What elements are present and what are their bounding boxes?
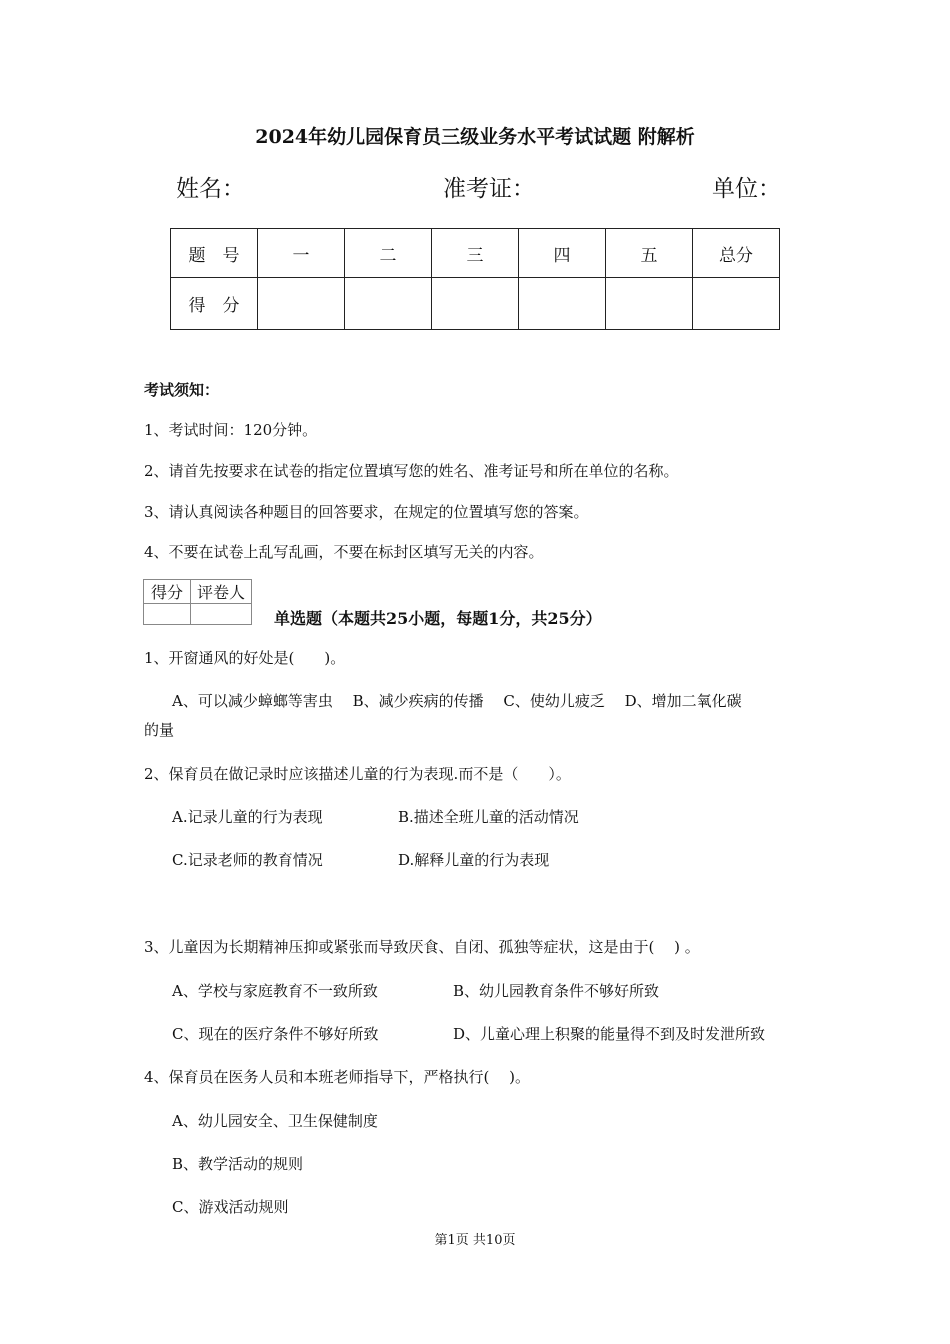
notice-item: 4、不要在试卷上乱写乱画，不要在标封区填写无关的内容。 <box>144 543 544 561</box>
question-1-options: A、可以减少蟑螂等害虫 B、减少疾病的传播 C、使幼儿疲乏 D、增加二氧化碳 <box>172 692 742 710</box>
score-cell-4 <box>519 278 606 330</box>
grader-name-cell <box>191 604 252 625</box>
question-2-option-a: A.记录儿童的行为表现 <box>172 808 323 826</box>
question-2-option-d: D.解释儿童的行为表现 <box>398 851 550 869</box>
unit-label: 单位： <box>712 176 781 202</box>
question-2-option-c: C.记录老师的教育情况 <box>172 851 323 869</box>
notice-item: 1、考试时间：120分钟。 <box>144 421 318 439</box>
exam-title: 2024年幼儿园保育员三级业务水平考试试题 附解析 <box>255 126 695 148</box>
score-cell-1 <box>258 278 345 330</box>
score-table <box>170 228 780 330</box>
score-header-1: 一 <box>258 229 345 278</box>
notice-heading: 考试须知： <box>144 381 220 399</box>
score-header-label: 题 号 <box>171 229 258 278</box>
score-cell-5 <box>606 278 693 330</box>
question-3-option-b: B、幼儿园教育条件不够好所致 <box>453 982 660 1000</box>
score-header-5: 五 <box>606 229 693 278</box>
question-4-option-c: C、游戏活动规则 <box>172 1198 289 1216</box>
score-header-2: 二 <box>345 229 432 278</box>
score-cell-3 <box>432 278 519 330</box>
question-3-option-a: A、学校与家庭教育不一致所致 <box>172 982 378 1000</box>
score-cell-total <box>693 278 780 330</box>
score-header-4: 四 <box>519 229 606 278</box>
page-footer: 第1页 共10页 <box>434 1233 516 1248</box>
score-header-3: 三 <box>432 229 519 278</box>
notice-item: 2、请首先按要求在试卷的指定位置填写您的姓名、准考证号和所在单位的名称。 <box>144 462 679 480</box>
question-2-option-b: B.描述全班儿童的活动情况 <box>398 808 579 826</box>
question-1-stem: 1、开窗通风的好处是( )。 <box>144 649 346 667</box>
question-4-option-b: B、教学活动的规则 <box>172 1155 304 1173</box>
grader-score-cell <box>144 604 191 625</box>
section-title: 单选题（本题共25小题，每题1分，共25分） <box>274 609 602 628</box>
question-4-stem: 4、保育员在医务人员和本班老师指导下，严格执行( )。 <box>144 1068 531 1086</box>
score-cell-2 <box>345 278 432 330</box>
question-1-options-cont: 的量 <box>144 721 175 739</box>
grader-box <box>143 579 252 625</box>
score-header-total: 总分 <box>693 229 780 278</box>
grader-score-label: 得分 <box>144 580 191 604</box>
question-4-option-a: A、幼儿园安全、卫生保健制度 <box>172 1112 378 1130</box>
grader-name-label: 评卷人 <box>191 580 252 604</box>
name-label: 姓名： <box>176 176 245 202</box>
exam-id-label: 准考证： <box>443 176 535 202</box>
question-3-option-c: C、现在的医疗条件不够好所致 <box>172 1025 379 1043</box>
notice-item: 3、请认真阅读各种题目的回答要求，在规定的位置填写您的答案。 <box>144 503 589 521</box>
question-2-stem: 2、保育员在做记录时应该描述儿童的行为表现.而不是（ ）。 <box>144 765 571 783</box>
question-3-option-d: D、儿童心理上积聚的能量得不到及时发泄所致 <box>453 1025 766 1043</box>
score-row-label: 得 分 <box>171 278 258 330</box>
question-3-stem: 3、儿童因为长期精神压抑或紧张而导致厌食、自闭、孤独等症状，这是由于( ) 。 <box>144 938 700 956</box>
